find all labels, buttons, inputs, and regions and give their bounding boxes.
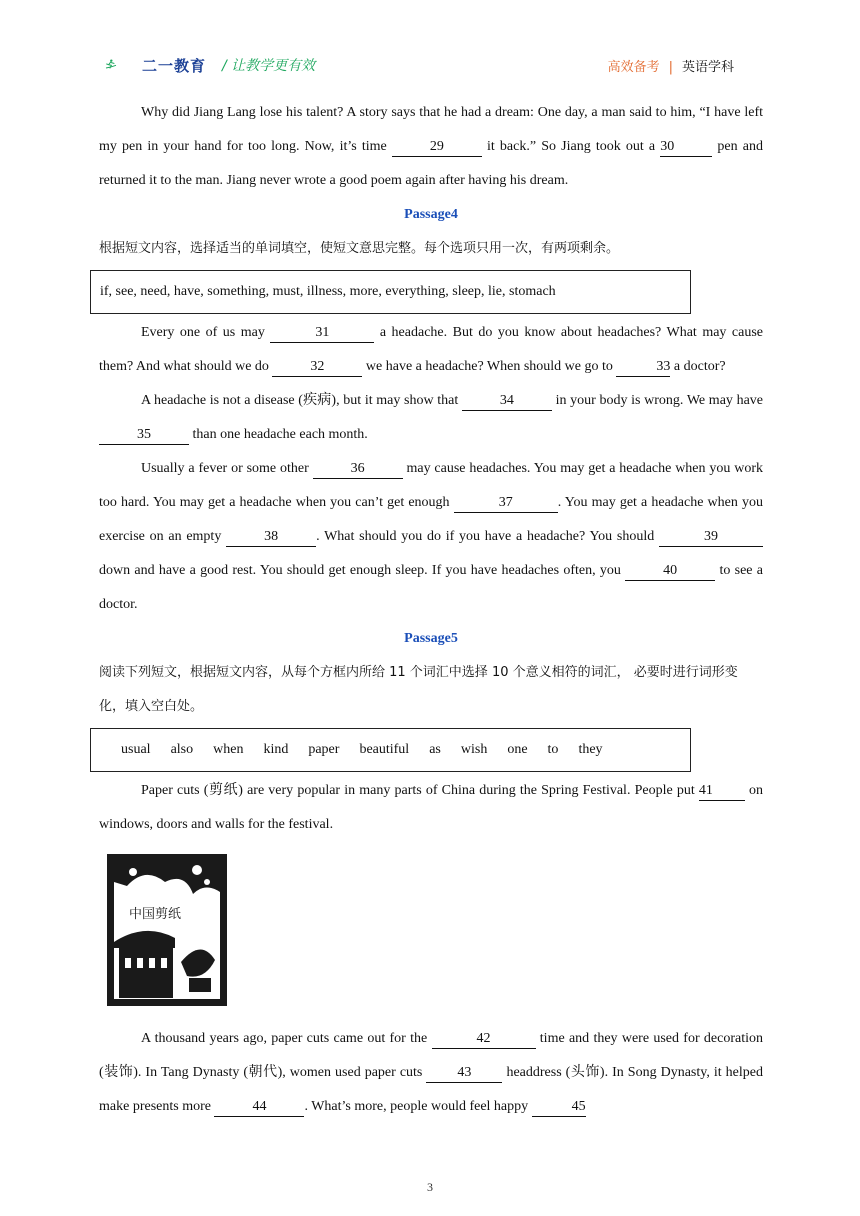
passage4-title: Passage4 xyxy=(404,207,458,222)
text-run: Usually a fever or some other xyxy=(141,461,313,476)
blank-41[interactable]: 41 xyxy=(699,782,745,801)
header-slogan: / 让教学更有效 xyxy=(222,58,316,74)
page-number: 3 xyxy=(427,1180,433,1194)
word-option: to xyxy=(547,742,559,757)
text-run: Why did Jiang Lang lose his talent? A story says that he had a dream: One day, a man said to him, “I have left my pen in your hand for too long. Now, it’s time xyxy=(99,105,763,154)
text-run: headdress (头饰). In Song Dynasty, it helped make presents more xyxy=(99,1065,764,1114)
text-run: a doctor? xyxy=(670,359,726,374)
text-run: on windows, doors and walls for the festival. xyxy=(99,783,763,832)
blank-33[interactable]: 33 xyxy=(616,358,670,377)
passage4-word-box xyxy=(90,270,691,314)
logo-text: 二一教育 xyxy=(142,57,207,75)
text-run: time and they were used for decoration (装饰). In Tang Dynasty (朝代), women used paper cuts xyxy=(99,1031,763,1080)
paragraph-jiang-lang xyxy=(99,96,763,198)
page-header xyxy=(0,0,860,80)
document-body xyxy=(99,96,763,1124)
header-subject: 英语学科 xyxy=(681,60,734,75)
text-run: it back.” So Jiang took out a xyxy=(481,139,661,154)
blank-30[interactable]: 30 xyxy=(660,138,712,157)
passage4-instruction: 根据短文内容，选择适当的单词填空，使短文意思完整。每个选项只用一次，有两项剩余。 xyxy=(99,241,620,256)
text-run: down and have a good rest. You should get enough sleep. If you have headaches often, you xyxy=(99,563,626,578)
text-run: in your body is wrong. We may have xyxy=(551,393,763,408)
header-separator: | xyxy=(668,60,673,75)
blank-39[interactable]: 39 xyxy=(659,528,763,547)
blank-44[interactable]: 44 xyxy=(214,1098,304,1117)
text-run: may cause headaches. You may get a headache when you work too hard. You may get a headache when you can’t get enough xyxy=(99,461,763,510)
word-option: kind xyxy=(263,742,289,757)
word-option: when xyxy=(213,742,244,757)
text-run: than one headache each month. xyxy=(189,427,368,442)
blank-35[interactable]: 35 xyxy=(99,426,189,445)
blank-38[interactable]: 38 xyxy=(226,528,316,547)
text-run: Every one of us may xyxy=(141,325,271,340)
text-run: to see a doctor. xyxy=(99,563,764,612)
text-run: . What’s more, people would feel happy xyxy=(304,1099,532,1114)
blank-43[interactable]: 43 xyxy=(426,1064,502,1083)
passage5-paragraph-1 xyxy=(99,774,763,842)
paper-cut-illustration xyxy=(105,852,229,1008)
word-option: wish xyxy=(460,742,488,757)
paper-cut-image xyxy=(105,852,229,1008)
blank-40[interactable]: 40 xyxy=(625,562,715,581)
header-exam-label: 高效备考 xyxy=(607,60,660,75)
blank-36[interactable]: 36 xyxy=(313,460,403,479)
blank-45[interactable]: 45 xyxy=(532,1098,586,1117)
passage4-paragraph-1 xyxy=(99,316,763,384)
blank-42[interactable]: 42 xyxy=(432,1030,536,1049)
blank-31[interactable]: 31 xyxy=(270,324,374,343)
passage5-word-box xyxy=(90,728,691,772)
word-option: as xyxy=(429,742,441,757)
header-right xyxy=(608,56,734,75)
word-option: paper xyxy=(308,742,340,757)
text-run: A headache is not a disease (疾病), but it may show that xyxy=(141,393,462,408)
text-run: A thousand years ago, paper cuts came out for the xyxy=(141,1031,432,1046)
text-run: . You may get a headache when you exercise on an empty xyxy=(99,495,763,544)
image-caption: 中国剪纸 xyxy=(129,907,182,922)
word-option: one xyxy=(507,742,528,757)
text-run: Paper cuts (剪纸) are very popular in many parts of China during the Spring Festival. People put xyxy=(141,783,699,798)
word-option: usual xyxy=(121,742,151,757)
word-option: also xyxy=(170,742,194,757)
word-box-text: if, see, need, have, something, must, illness, more, everything, sleep, lie, stomach xyxy=(100,284,556,299)
word-option: they xyxy=(578,742,603,757)
word-option: beautiful xyxy=(359,742,410,757)
passage4-paragraph-2 xyxy=(99,384,763,452)
blank-29[interactable]: 29 xyxy=(392,138,482,157)
text-run: a headache. But do you know about headaches? What may cause them? And what should we do xyxy=(99,325,764,374)
blank-34[interactable]: 34 xyxy=(462,392,552,411)
text-run: . What should you do if you have a headache? You should xyxy=(316,529,660,544)
text-run: pen and returned it to the man. Jiang never wrote a good poem again after having his dream. xyxy=(99,139,763,188)
logo-runner-icon xyxy=(104,48,144,80)
passage5-instruction: 阅读下列短文，根据短文内容，从每个方框内所给 11 个词汇中选择 10 个意义相符的词汇， 必要时进行词形变化，填入空白处。 xyxy=(99,665,738,714)
passage5-title: Passage5 xyxy=(404,631,458,646)
blank-37[interactable]: 37 xyxy=(454,494,558,513)
blank-32[interactable]: 32 xyxy=(272,358,362,377)
passage5-paragraph-2 xyxy=(99,1022,763,1124)
text-run: we have a headache? When should we go to xyxy=(362,359,617,374)
passage4-paragraph-3 xyxy=(99,452,763,622)
